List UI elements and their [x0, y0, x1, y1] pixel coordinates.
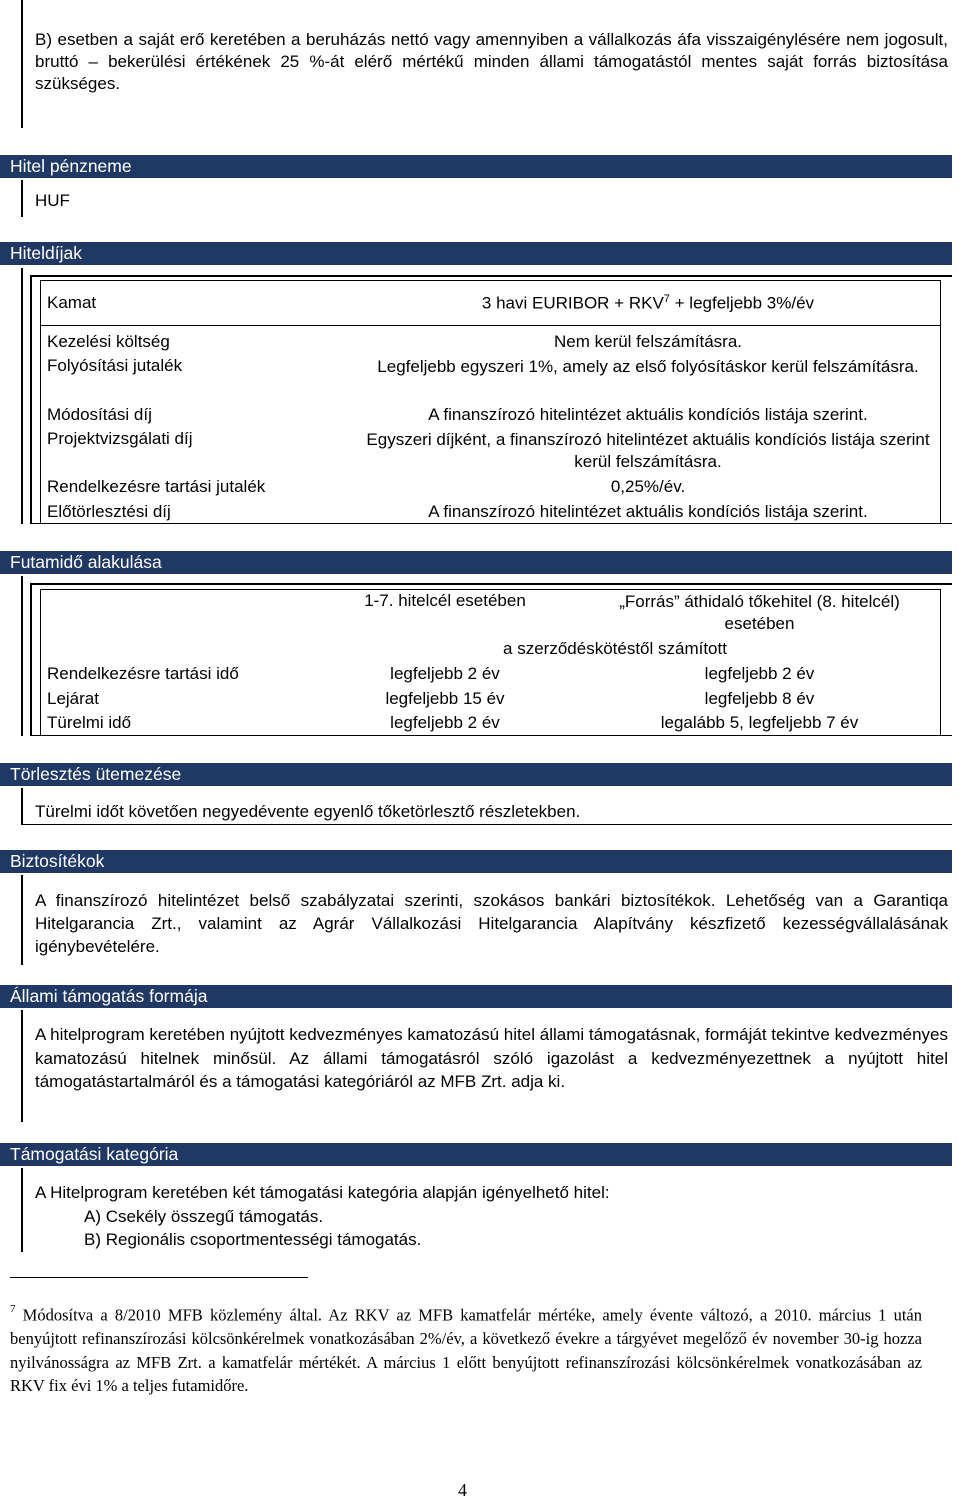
aid-category-item: A) Csekély összegű támogatás. [84, 1207, 324, 1226]
section-header-collateral: Biztosítékok [0, 850, 952, 873]
section-header-fees: Hiteldíjak [0, 242, 952, 265]
section-header-currency: Hitel pénzneme [0, 155, 952, 178]
fee-value: Legfeljebb egyszeri 1%, amely az első folyósításkor kerül felszámításra. [377, 357, 919, 376]
section-header-state-aid: Állami támogatás formája [0, 985, 952, 1008]
fee-value: A finanszírozó hitelintézet aktuális kondíciós listája szerint. [428, 405, 868, 424]
term-top-rule [30, 583, 952, 585]
footnote-number: 7 [10, 1303, 16, 1315]
fee-label: Előtörlesztési díj [47, 502, 171, 521]
fees-row-rule [40, 325, 941, 326]
state-aid-text: A hitelprogram keretében nyújtott kedvezményes kamatozású hitel állami támogatásnak, formáját tekintve kedvezményes kamatozású hitelnek minősül. Az állami támogatásról szóló igazolást a kedvezményezettnek a nyújtott hitel támogatástartalmáról és a támogatási kategóriáról az MFB Zrt. adja ki. [35, 1025, 948, 1091]
term-bottom-rule [30, 735, 952, 736]
left-border [21, 788, 23, 825]
term-subheader: a szerződéskötéstől számított [503, 639, 727, 658]
term-row-c1: legfeljebb 2 év [390, 664, 500, 683]
term-row-c2: legfeljebb 8 év [704, 689, 815, 708]
fees-top-rule [30, 275, 952, 277]
fee-label: Módosítási díj [47, 405, 152, 424]
fee-value: 0,25%/év. [610, 477, 686, 496]
collateral-text: A finanszírozó hitelintézet belső szabályzatai szerinti, szokásos bankári biztosítékok. Lehetőség van a Garantiqa Hitelgarancia Zrt., valamint az Agrár Vállalkozási Hitelgarancia Alapítvány készfizető kezességvállalásának igénybevételére. [35, 891, 948, 956]
section-header-term: Futamidő alakulása [0, 551, 952, 574]
section-header-repayment: Törlesztés ütemezése [0, 763, 952, 786]
term-table-left [40, 589, 41, 735]
fee-value: Egyszeri díjként, a finanszírozó hitelintézet aktuális kondíciós listája szerint kerül felszámításra. [366, 430, 930, 471]
footnote-text: Módosítva a 8/2010 MFB közlemény által. Az RKV az MFB kamatfelár mértéke, amely évente változó, a 2010. március 1 után benyújtott refinanszírozási kölcsönkérelmek vonatkozásában 2%/év, a következő évekre a tárgyévet megelőző év november 30-ig hozza nyilvánosságra az MFB Zrt. a kamatfelár mértékét. A március 1 előtt benyújtott refinanszírozási kölcsönkérelmek vonatkozásában az RKV fix évi 1% a teljes futamidőre. [10, 1305, 922, 1395]
fee-label: Projektvizsgálati díj [47, 429, 193, 448]
term-row-c2: legfeljebb 2 év [704, 664, 815, 683]
left-border [21, 875, 23, 965]
aid-category-item: B) Regionális csoportmentességi támogatás. [84, 1230, 422, 1249]
repayment-bottom-rule [21, 824, 952, 825]
term-table-top [40, 589, 941, 590]
fees-bottom-rule [30, 523, 952, 524]
currency-value: HUF [35, 191, 70, 210]
fee-label: Rendelkezésre tartási jutalék [47, 477, 266, 496]
term-row-label: Türelmi idő [47, 713, 132, 732]
fee-label: Folyósítási jutalék [47, 356, 183, 375]
term-row-label: Rendelkezésre tartási idő [47, 664, 239, 683]
section-header-aid-category: Támogatási kategória [0, 1143, 952, 1166]
fee-value-kamat: 3 havi EURIBOR + $RKV^7$ + legfeljebb 3%/év [481, 293, 815, 313]
left-border [21, 0, 23, 128]
left-border-inner [30, 583, 32, 736]
term-col1-header: 1-7. hitelcél esetében [364, 591, 526, 610]
term-row-label: Lejárat [47, 689, 99, 708]
left-border [21, 1168, 23, 1252]
fee-label: Kezelési költség [47, 332, 170, 351]
term-col2-header: „Forrás” áthidaló tőkehitel (8. hitelcél) esetében [619, 592, 900, 633]
fee-value: Nem kerül felszámításra. [554, 332, 742, 351]
fees-table-top [40, 280, 941, 281]
fees-table-left [40, 280, 41, 523]
term-table-right [940, 589, 941, 735]
term-row-c2: legalább 5, legfeljebb 7 év [660, 713, 859, 732]
aid-category-intro: A Hitelprogram keretében két támogatási kategória alapján igényelhető hitel: [35, 1183, 610, 1202]
left-border-inner [30, 275, 32, 524]
footnote-separator [10, 1277, 308, 1278]
page-number: 4 [458, 1480, 467, 1500]
footnote-ref: 7 [663, 293, 670, 305]
repayment-text: Türelmi időt követően negyedévente egyenlő tőketörlesztő részletekben. [35, 802, 581, 821]
term-row-c1: legfeljebb 15 év [385, 689, 505, 708]
left-border [21, 576, 23, 736]
fee-value: A finanszírozó hitelintézet aktuális kondíciós listája szerint. [428, 502, 868, 521]
left-border [21, 180, 23, 217]
footnote [10, 1300, 922, 1398]
left-border [21, 268, 23, 524]
intro-paragraph: B) esetben a saját erő keretében a beruházás nettó vagy amennyiben a vállalkozás áfa visszaigénylésére nem jogosult, bruttó – bekerülési értékének 25 %-át elérő mértékű minden állami támogatástól mentes saját forrás biztosítása szükséges. [35, 30, 948, 93]
left-border [21, 1010, 23, 1122]
term-row-c1: legfeljebb 2 év [390, 713, 500, 732]
fee-label: Kamat [47, 293, 97, 312]
